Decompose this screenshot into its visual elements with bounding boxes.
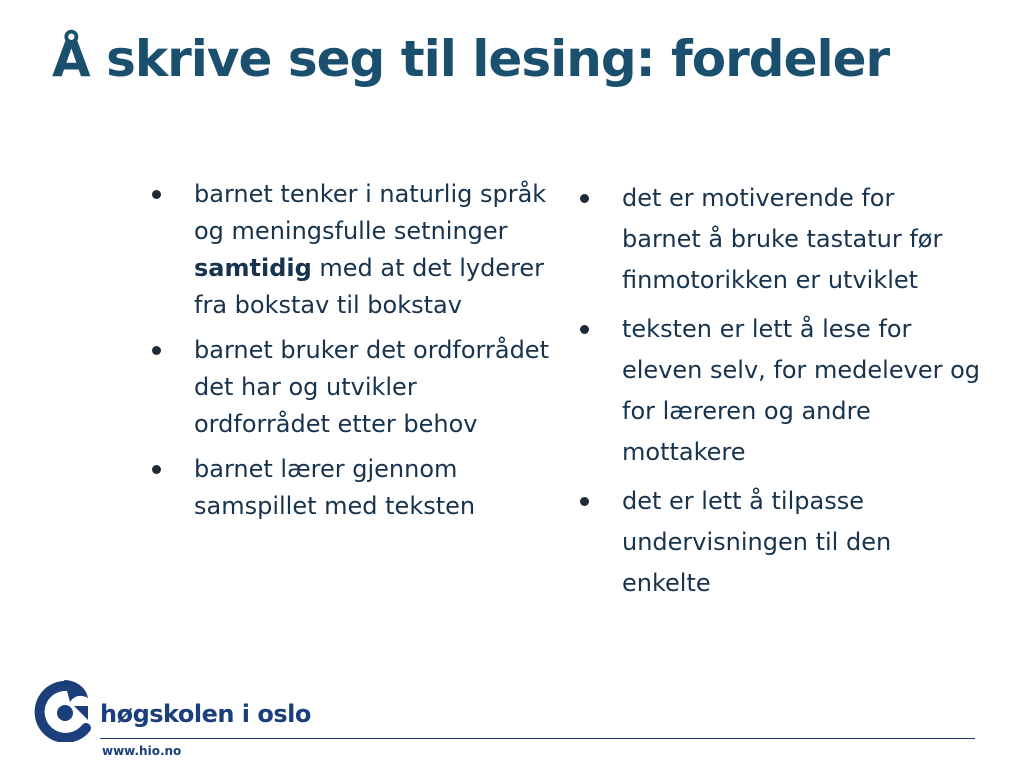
footer-divider — [100, 738, 975, 739]
list-item — [152, 332, 552, 443]
list-item — [580, 481, 980, 604]
bullet-dot-icon — [152, 346, 161, 355]
bullet-text: barnet bruker det ordforrådet det har og utvikler ordforrådet etter behov — [194, 336, 549, 438]
bullet-dot-icon — [152, 190, 161, 199]
bullet-dot-icon — [580, 325, 589, 334]
bullet-dot-icon — [152, 465, 161, 474]
slide-title: Å skrive seg til lesing: fordeler — [52, 30, 890, 88]
bullet-dot-icon — [580, 497, 589, 506]
list-item — [580, 178, 980, 301]
bullet-text-bold: samtidig — [194, 254, 312, 282]
logo-name: høgskolen i oslo — [100, 700, 311, 728]
bullet-text: teksten er lett å lese for eleven selv, for medelever og for læreren og andre mottakere — [622, 315, 980, 466]
list-item — [152, 176, 552, 324]
bullet-dot-icon — [580, 194, 589, 203]
bullet-text: det er lett å tilpasse undervisningen til den enkelte — [622, 487, 892, 597]
bullet-text: barnet lærer gjennom samspillet med teksten — [194, 455, 476, 520]
right-bullet-list — [580, 178, 980, 612]
bullet-text: med at det lyderer fra bokstav til bokstav — [194, 254, 545, 319]
logo-url[interactable]: www.hio.no — [102, 744, 182, 758]
bullet-text: det er motiverende for barnet å bruke tastatur før finmotorikken er utviklet — [622, 184, 943, 294]
hio-logo-icon — [34, 676, 96, 742]
left-bullet-list — [152, 176, 552, 533]
list-item — [152, 451, 552, 525]
list-item — [580, 309, 980, 473]
bullet-text: barnet tenker i naturlig språk og meningsfulle setninger — [194, 180, 547, 245]
